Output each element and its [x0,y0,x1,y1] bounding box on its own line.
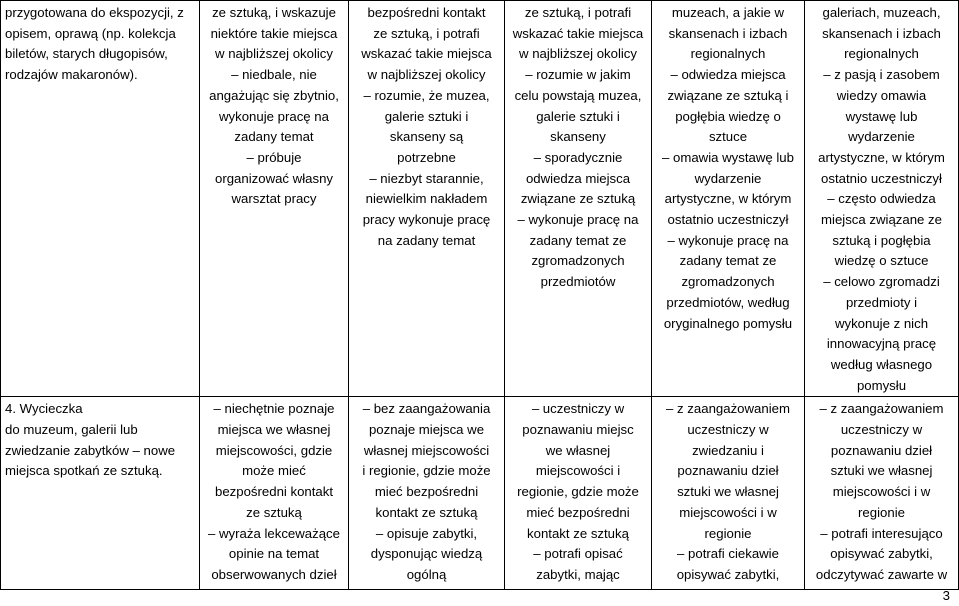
table-cell-grade-3 [349,397,505,590]
cell-text: 4. Wycieczka do muzeum, galerii lub zwiedzanie zabytków – nowe miejsca spotkań ze sztuką. [5,401,176,479]
table-cell-grade-6 [805,1,959,397]
cell-text: – bez zaangażowania poznaje miejsca we własnej miejscowości i regionie, gdzie może mieć bezpośredni kontakt ze sztuką – opisuje zabytki, dysponując wiedzą ogólną [362,401,491,582]
cell-text: – niechętnie poznaje miejsca we własnej miejscowości, gdzie może mieć bezpośredni kontakt ze sztuką – wyraża lekceważące opinie na temat obserwowanych dzieł [208,401,340,582]
cell-text: przygotowana do ekspozycji, z opisem, oprawą (np. kolekcja biletów, starych długopisów, rodzajów makaronów). [5,5,184,83]
table-cell-grade-3 [349,1,505,397]
page-number: 3 [942,588,950,603]
table-cell-topic [1,397,200,590]
table-cell-grade-5 [652,397,805,590]
table-cell-topic [1,1,200,397]
table-cell-grade-2 [200,397,349,590]
cell-text: – z zaangażowaniem uczestniczy w zwiedzaniu i poznawaniu dzieł sztuki we własnej miejscowości i w regionie – potrafi ciekawie opisywać zabytki, [666,401,790,582]
table-cell-grade-6 [805,397,959,590]
table-row [1,1,959,397]
cell-text: galeriach, muzeach, skansenach i izbach regionalnych – z pasją i zasobem wiedzy omawia wystawę lub wydarzenie artystyczne, w którym ostatnio uczestniczył – często odwiedza miejsca związane ze sztuką i pogłębia wiedzę o sztuce – celowo zgromadzi przedmioty i wykonuje z nich innowacyjną pracę według własnego pomysłu [818,5,945,393]
table-cell-grade-4 [505,1,652,397]
cell-text: muzeach, a jakie w skansenach i izbach regionalnych – odwiedza miejsca związane ze sztuką i pogłębia wiedzę o sztuce – omawia wystawę lub wydarzenie artystyczne, w którym ostatnio uczestniczył – wykonuje pracę na zadany temat ze zgromadzonych przedmiotów, według oryginalnego pomysłu [662,5,794,331]
cell-text: ze sztuką, i wskazuje niektóre takie miejsca w najbliższej okolicy – niedbale, nie angażując się zbytnio, wykonuje pracę na zadany temat – próbuje organizować własny warsztat pracy [209,5,339,207]
cell-text: – uczestniczy w poznawaniu miejsc we własnej miejscowości i regionie, gdzie może mieć bezpośredni kontakt ze sztuką – potrafi opisać zabytki, mając [517,401,639,582]
table-cell-grade-5 [652,1,805,397]
table-row [1,397,959,590]
table-cell-grade-4 [505,397,652,590]
cell-text: ze sztuką, i potrafi wskazać takie miejsca w najbliższej okolicy – rozumie w jakim celu powstają muzea, galerie sztuki i skanseny – sporadycznie odwiedza miejsca związane ze sztuką – wykonuje pracę na zadany temat ze zgromadzonych przedmiotów [512,5,644,290]
cell-text: – z zaangażowaniem uczestniczy w poznawaniu dzieł sztuki we własnej miejscowości i w regionie – potrafi interesująco opisywać zabytki, odczytywać zawarte w [815,401,948,582]
table-cell-grade-2 [200,1,349,397]
cell-text: bezpośredni kontakt ze sztuką, i potrafi wskazać takie miejsca w najbliższej okolicy – rozumie, że muzea, galerie sztuki i skanseny są potrzebne – niezbyt starannie, niewielkim nakładem pracy wykonuje pracę na zadany temat [361,5,492,248]
